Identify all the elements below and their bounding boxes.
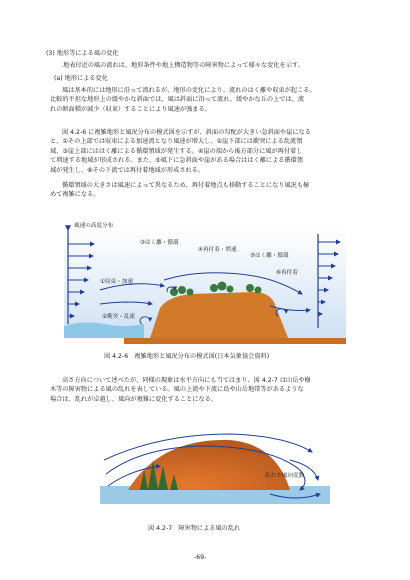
sub-heading: (a) 地形による変化: [54, 75, 108, 82]
para1-line: 比較的平坦な地形上の緩やかな斜面では、風は斜面に沿って流れ、緩やかな丘の上では、流: [50, 96, 305, 104]
para1-line: 風は基本的には地形に沿って流れるが、地形の変化により、流れのはく離や収束が起こる。: [62, 87, 316, 94]
label-separation-5: ⑤はく離・循環: [250, 253, 289, 259]
para2-line: 域、③崖上部にははく離による循環領域が発生する。④崖の端から後方部分に風が再付着し: [50, 147, 303, 155]
paragraph-4: [50, 376, 362, 404]
figure-1-caption: 図 4.2-6 複雑地形と風況分布の模式図(日本気象協会資料): [104, 353, 270, 360]
para4-line: 高さ方向について述べたが、同様の現象は水平方向にも当てはまり、図 4.2-7 は山岳や樹: [62, 377, 311, 384]
label-separation-3: ③はく離・循環: [140, 240, 179, 246]
paragraph-2: [50, 128, 362, 175]
label-reattach-6: ⑥再付着: [276, 270, 298, 276]
figure-obstacle-turbulence: [100, 430, 330, 508]
paragraph-3: [50, 181, 362, 200]
ground-strip: [124, 338, 346, 344]
para4-line: 場合は、乱れが卓越し、風向が複雑に変化することになる。: [50, 395, 218, 403]
para1-line: れの断面積が減少（収束）することにより風速が強まる。: [50, 105, 211, 113]
para2-line: 図 4.2-6 に複雑地形と風況分布の模式図を示すが、斜面の勾配が大きい急斜面や崖になる: [62, 129, 311, 136]
para2-line: と、①その上部では収束による加速流となり風速が増大し、②崖下部には衝突による乱流領: [50, 138, 303, 146]
page-number: -69-: [194, 554, 207, 561]
para4-line: 木等の障害物による風の乱れを表している。風の上流や下流に島や山岳地帯等があるような: [50, 386, 304, 394]
figure-complex-terrain: [64, 220, 346, 345]
para3-line: 循環領域の大きさは風速によって異なるため、再付着地点も移動することになり風況も極: [62, 182, 310, 189]
section-heading: (3) 地形等による風の変化: [46, 50, 119, 57]
label-convergence-1: ①収束・加速: [100, 279, 133, 285]
figure-2-caption: 図 4.2-7 障害物による風の乱れ: [148, 525, 241, 532]
para2-line: 域が発生し、⑥その下流では再付着地域が形成される。: [50, 166, 205, 174]
label-collision-2: ②衝突・乱流: [102, 314, 135, 320]
paragraph-1: [50, 86, 362, 114]
label-wind-profile: 風速の高度分布: [74, 223, 114, 229]
para3-line: めて複雑になる。: [50, 191, 100, 199]
para2-line: て増速する地域が形成される。また、⑤風下に急斜面や崖がある場合ははく離による循環領: [50, 157, 304, 165]
label-turbulence: 乱れや風向変動: [265, 473, 305, 479]
label-reattach-4: ④再付着・増速: [198, 247, 237, 253]
intro-text: 地表付近の風の流れは、地形条件や地上構造物等の障害物によって様々な変化を示す。: [63, 62, 304, 69]
